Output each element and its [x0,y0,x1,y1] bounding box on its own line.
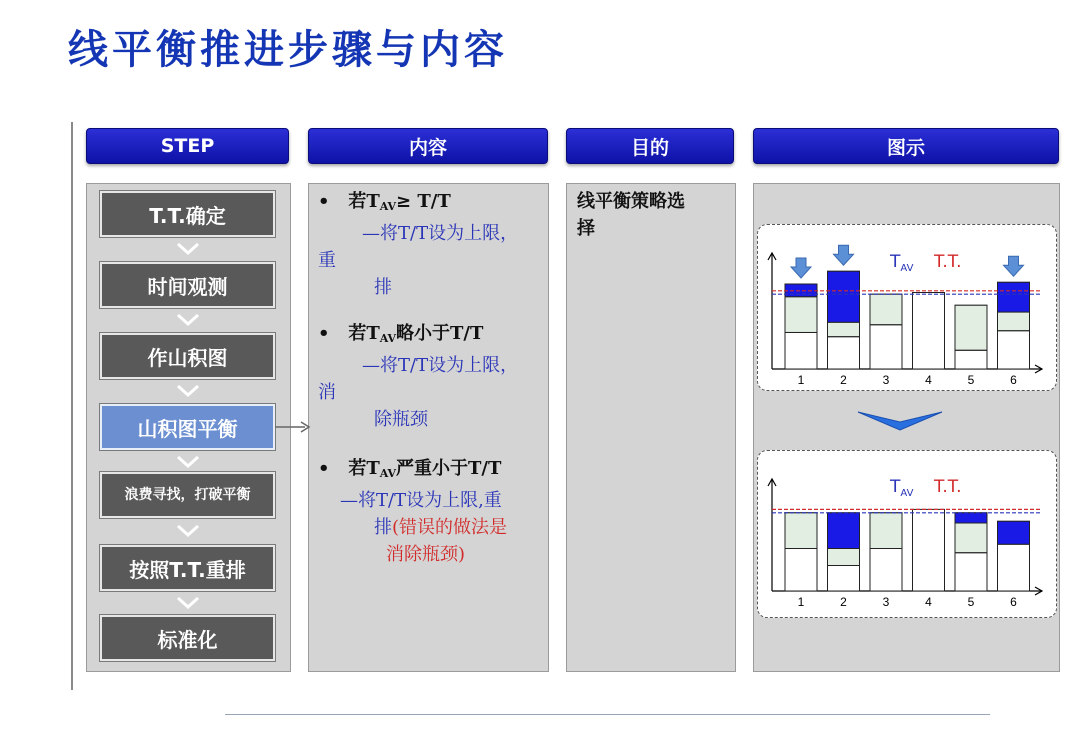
bar-segment [785,513,817,549]
bar-segment [870,513,902,549]
step-rearrange: 按照T.T.重排 [100,545,275,591]
chevron-down-icon [176,242,200,256]
bar-excess [955,513,987,523]
chevron-down-icon [176,524,200,538]
chevron-down-icon [176,596,200,610]
arrow-right-icon [275,420,311,434]
purpose-line: 线平衡策略选 [577,191,685,212]
header-step: STEP [86,128,289,164]
bar [913,509,945,591]
bar-segment [955,523,987,553]
x-tick-label: 2 [840,595,847,609]
chevron-down-icon [176,384,200,398]
header-figure: 图示 [753,128,1059,164]
content-bullet-2 [318,320,518,433]
x-tick-label: 6 [1010,373,1017,387]
bar-excess [828,271,860,322]
step-chart-balance: 山积图平衡 [100,404,275,450]
x-tick-label: 3 [882,595,890,609]
bar [913,293,945,370]
content-warning: (错误的做法是 [392,517,508,538]
cond-prefix: 若T [348,323,380,344]
bar-segment [828,322,860,336]
step-tt-confirm: T.T.确定 [100,191,275,237]
tav-sub: AV [900,263,914,274]
content-bullet-3 [318,455,507,568]
bullet: • [318,458,330,479]
step-find-waste: 浪费寻找，打破平衡 [100,472,275,518]
bullet: • [318,323,330,344]
yamazumi-chart-after [758,451,1056,617]
x-tick-label: 5 [967,373,975,387]
tav-sub: AV [900,488,914,499]
content-line: 排 [374,517,392,538]
chevron-down-icon [176,313,200,327]
bar-excess [828,513,860,549]
content-line: 重 [318,250,336,271]
x-tick-label: 3 [882,373,890,387]
page-title: 线平衡推进步骤与内容 [68,27,508,73]
yamazumi-chart-before [758,225,1056,390]
content-line: —将T/T设为上限， [362,223,519,244]
content-line: —将T/T设为上限,重 [340,490,502,511]
cond-prefix: 若T [348,191,380,212]
tav-label: $T_{AV}$ [890,477,914,499]
bar-segment [828,549,860,566]
purpose-panel [566,183,736,672]
cond-suffix: ≥ T/T [396,191,451,212]
header-purpose: 目的 [566,128,734,164]
content-line: 排 [374,277,392,298]
content-line: 消 [318,382,336,403]
down-arrow-icon [834,245,854,265]
purpose-line: 择 [577,218,595,239]
bar-excess [785,284,817,297]
chart-box-before [757,224,1057,391]
step-make-chart: 作山积图 [100,333,275,379]
chart-box-after [757,450,1057,618]
bar-segment [785,297,817,333]
down-arrow-icon [791,258,811,278]
x-tick-label: 4 [925,595,932,609]
cond-prefix: 若T [348,458,380,479]
x-tick-label: 1 [797,595,805,609]
content-line: —将T/T设为上限， [362,355,519,376]
step-time-observe: 时间观测 [100,262,275,308]
cond-suffix: 略小于T/T [396,323,484,344]
step-standardize: 标准化 [100,615,275,661]
tav-sub: AV [379,200,397,213]
content-bullet-1 [318,188,518,301]
tav-sub: AV [379,467,397,480]
x-tick-label: 6 [1010,595,1017,609]
bar-excess [998,521,1030,544]
tav-label: $T_{AV}$ [890,252,914,274]
x-tick-label: 4 [925,373,932,387]
tt-label: T.T. [934,477,962,497]
chevron-down-icon [176,455,200,469]
bullet: • [318,191,330,212]
x-tick-label: 5 [967,595,975,609]
down-arrow-icon [1004,256,1024,276]
footer-divider [225,714,990,715]
chevron-down-icon [856,410,944,434]
header-content: 内容 [308,128,548,164]
bar-segment [870,294,902,325]
bar-excess [998,282,1030,312]
left-divider [71,122,73,690]
content-line: 除瓶颈 [374,409,428,430]
tt-label: T.T. [934,252,962,272]
tav-sub: AV [379,332,397,345]
x-tick-label: 1 [797,373,805,387]
bar-segment [955,305,987,350]
content-warning: 消除瓶颈) [386,544,466,565]
cond-suffix: 严重小于T/T [396,458,502,479]
x-tick-label: 2 [840,373,847,387]
purpose-text [577,188,685,242]
bar-segment [998,312,1030,331]
